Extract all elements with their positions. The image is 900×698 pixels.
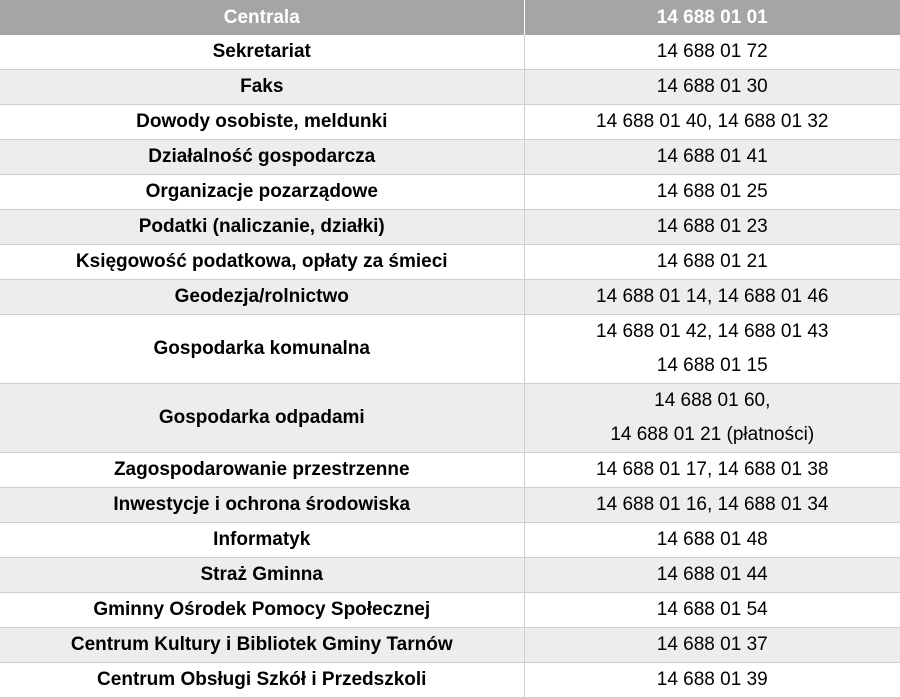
table-row	[0, 140, 900, 175]
phone-number-cell	[524, 628, 900, 663]
table-row	[0, 593, 900, 628]
header-department: Centrala	[0, 0, 524, 35]
table-row	[0, 315, 900, 384]
phone-number: 14 688 01 44	[656, 564, 768, 586]
department-cell: Faks	[0, 70, 524, 105]
phone-number-cell	[524, 663, 900, 698]
table-body	[0, 35, 900, 698]
table-row	[0, 663, 900, 698]
phone-number-cell	[524, 453, 900, 488]
phone-number-cell	[524, 558, 900, 593]
department-cell: Straż Gminna	[0, 558, 524, 593]
phone-number-cell	[524, 384, 900, 453]
phone-number: 14 688 01 42, 14 688 01 43	[596, 321, 829, 343]
phone-number: 14 688 01 39	[656, 669, 768, 691]
phone-number-cell	[524, 245, 900, 280]
table-row	[0, 628, 900, 663]
phone-number: 14 688 01 15	[656, 355, 768, 377]
phone-number-cell	[524, 70, 900, 105]
table-row	[0, 384, 900, 453]
phone-number: 14 688 01 23	[656, 216, 768, 238]
phone-number-cell	[524, 280, 900, 315]
phone-number: 14 688 01 72	[656, 41, 768, 63]
phone-number-cell	[524, 210, 900, 245]
phone-number-cell	[524, 105, 900, 140]
department-cell: Gospodarka odpadami	[0, 384, 524, 453]
department-cell: Centrum Kultury i Bibliotek Gminy Tarnów	[0, 628, 524, 663]
department-cell: Sekretariat	[0, 35, 524, 70]
phone-number-cell	[524, 488, 900, 523]
phone-number: 14 688 01 21 (płatności)	[610, 424, 815, 446]
phone-number: 14 688 01 30	[656, 76, 768, 98]
phone-number: 14 688 01 16, 14 688 01 34	[596, 494, 829, 516]
phone-number: 14 688 01 54	[656, 599, 768, 621]
department-cell: Centrum Obsługi Szkół i Przedszkoli	[0, 663, 524, 698]
table-header-row	[0, 0, 900, 35]
table-row	[0, 35, 900, 70]
phone-number: 14 688 01 60,	[654, 390, 771, 412]
phone-number: 14 688 01 48	[656, 529, 768, 551]
phone-number-cell	[524, 35, 900, 70]
header-number: 14 688 01 01	[524, 0, 900, 35]
department-cell: Gospodarka komunalna	[0, 315, 524, 384]
table-row	[0, 245, 900, 280]
phone-number: 14 688 01 41	[656, 146, 768, 168]
department-cell: Podatki (naliczanie, działki)	[0, 210, 524, 245]
department-cell: Dowody osobiste, meldunki	[0, 105, 524, 140]
table-row	[0, 105, 900, 140]
phone-number-cell	[524, 523, 900, 558]
department-cell: Organizacje pozarządowe	[0, 175, 524, 210]
phone-number: 14 688 01 25	[656, 181, 768, 203]
phone-number: 14 688 01 17, 14 688 01 38	[596, 459, 829, 481]
phone-number-cell	[524, 140, 900, 175]
table-row	[0, 453, 900, 488]
table-row	[0, 280, 900, 315]
phone-number-cell	[524, 315, 900, 384]
department-cell: Inwestycje i ochrona środowiska	[0, 488, 524, 523]
table-row	[0, 523, 900, 558]
phone-number-cell	[524, 593, 900, 628]
department-cell: Zagospodarowanie przestrzenne	[0, 453, 524, 488]
table-row	[0, 70, 900, 105]
department-cell: Informatyk	[0, 523, 524, 558]
phone-number: 14 688 01 40, 14 688 01 32	[596, 111, 829, 133]
phone-number: 14 688 01 14, 14 688 01 46	[596, 286, 829, 308]
table-row	[0, 210, 900, 245]
phone-number-cell	[524, 175, 900, 210]
phone-number: 14 688 01 21	[656, 251, 768, 273]
department-cell: Działalność gospodarcza	[0, 140, 524, 175]
phone-number: 14 688 01 37	[656, 634, 768, 656]
table-row	[0, 175, 900, 210]
table-row	[0, 488, 900, 523]
department-cell: Geodezja/rolnictwo	[0, 280, 524, 315]
department-cell: Gminny Ośrodek Pomocy Społecznej	[0, 593, 524, 628]
department-cell: Księgowość podatkowa, opłaty za śmieci	[0, 245, 524, 280]
table-row	[0, 558, 900, 593]
